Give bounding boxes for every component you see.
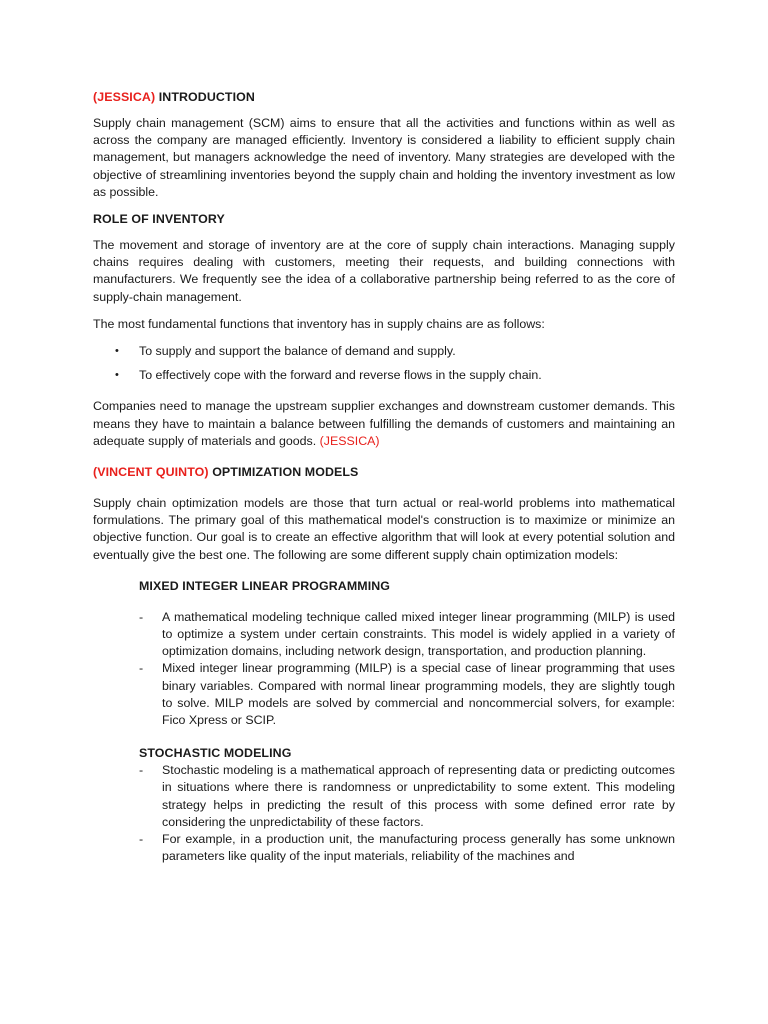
milp-list — [139, 609, 675, 729]
optimization-heading — [93, 464, 675, 481]
optimization-paragraph: Supply chain optimization models are those that turn actual or real-world problems into mathematical formulations. The primary goal of this mathematical model's construction is to maximize or minimize an objective function. Our goal is to create an effective algorithm that will look at every potential solution and eventually give the best one. The following are some different supply chain optimization models: — [93, 496, 675, 562]
list-item: • To effectively cope with the forward and reverse flows in the supply chain. — [93, 367, 675, 384]
stochastic-heading: STOCHASTIC MODELING — [139, 746, 292, 761]
role-bullet-list — [93, 343, 675, 384]
closing-text: Companies need to manage the upstream supplier exchanges and downstream customer demands. This means they have to maintain a balance between fulfilling the demands of customers and maintaining an adequate supply of materials and goods. — [93, 399, 675, 448]
role-heading: ROLE OF INVENTORY — [93, 212, 225, 227]
intro-paragraph: Supply chain management (SCM) aims to ensure that all the activities and functions within as well as across the company are managed efficiently. Inventory is considered a liability to efficient supply chain management, but managers acknowledge the need of inventory. Many strategies are developed with the objective of streamlining inventories beyond the supply chain and holding the inventory investment as low as possible. — [93, 116, 675, 199]
role-closing-paragraph — [93, 398, 675, 450]
list-item: - Stochastic modeling is a mathematical approach of representing data or predicting outcomes in situations where there is randomness or unpredictability to some extent. This modeling strategy helps in predicting the result of this process with some defined error rate by considering the unpredictability of these factors. — [139, 762, 675, 831]
heading-text: INTRODUCTION — [158, 90, 255, 104]
role-paragraph-1: The movement and storage of inventory are at the core of supply chain interactions. Managing supply chains requires dealing with customers, meeting their requests, and building connections with manufacturers. We frequently see the idea of a collaborative partnership being referred to as the core of supply-chain management. — [93, 238, 675, 304]
list-item: - Mixed integer linear programming (MILP) is a special case of linear programming that uses binary variables. Compared with normal linear programming models, they are slightly tough to solve. MILP models are solved by commercial and noncommercial solvers, for example: Fico Xpress or SCIP. — [139, 660, 675, 729]
milp-section — [139, 578, 675, 595]
stochastic-section — [139, 745, 675, 762]
heading-text: OPTIMIZATION MODELS — [212, 465, 359, 480]
author-tag: (JESSICA) — [93, 90, 156, 104]
list-item: - A mathematical modeling technique called mixed integer linear programming (MILP) is used to optimize a system under certain constraints. This model is widely applied in a variety of optimization domains, including network design, transportation, and production planning. — [139, 609, 675, 661]
list-item: - For example, in a production unit, the manufacturing process generally has some unknown parameters like quality of the input materials, reliability of the machines and — [139, 831, 675, 865]
author-tag: (JESSICA) — [319, 433, 380, 448]
list-item: • To supply and support the balance of demand and supply. — [93, 343, 675, 360]
document-body — [93, 89, 675, 880]
role-paragraph-2: The most fundamental functions that inventory has in supply chains are as follows: — [93, 316, 545, 331]
milp-heading: MIXED INTEGER LINEAR PROGRAMMING — [139, 578, 391, 593]
author-tag: (VINCENT QUINTO) — [93, 465, 209, 480]
stochastic-list — [139, 762, 675, 865]
intro-heading — [93, 89, 675, 106]
